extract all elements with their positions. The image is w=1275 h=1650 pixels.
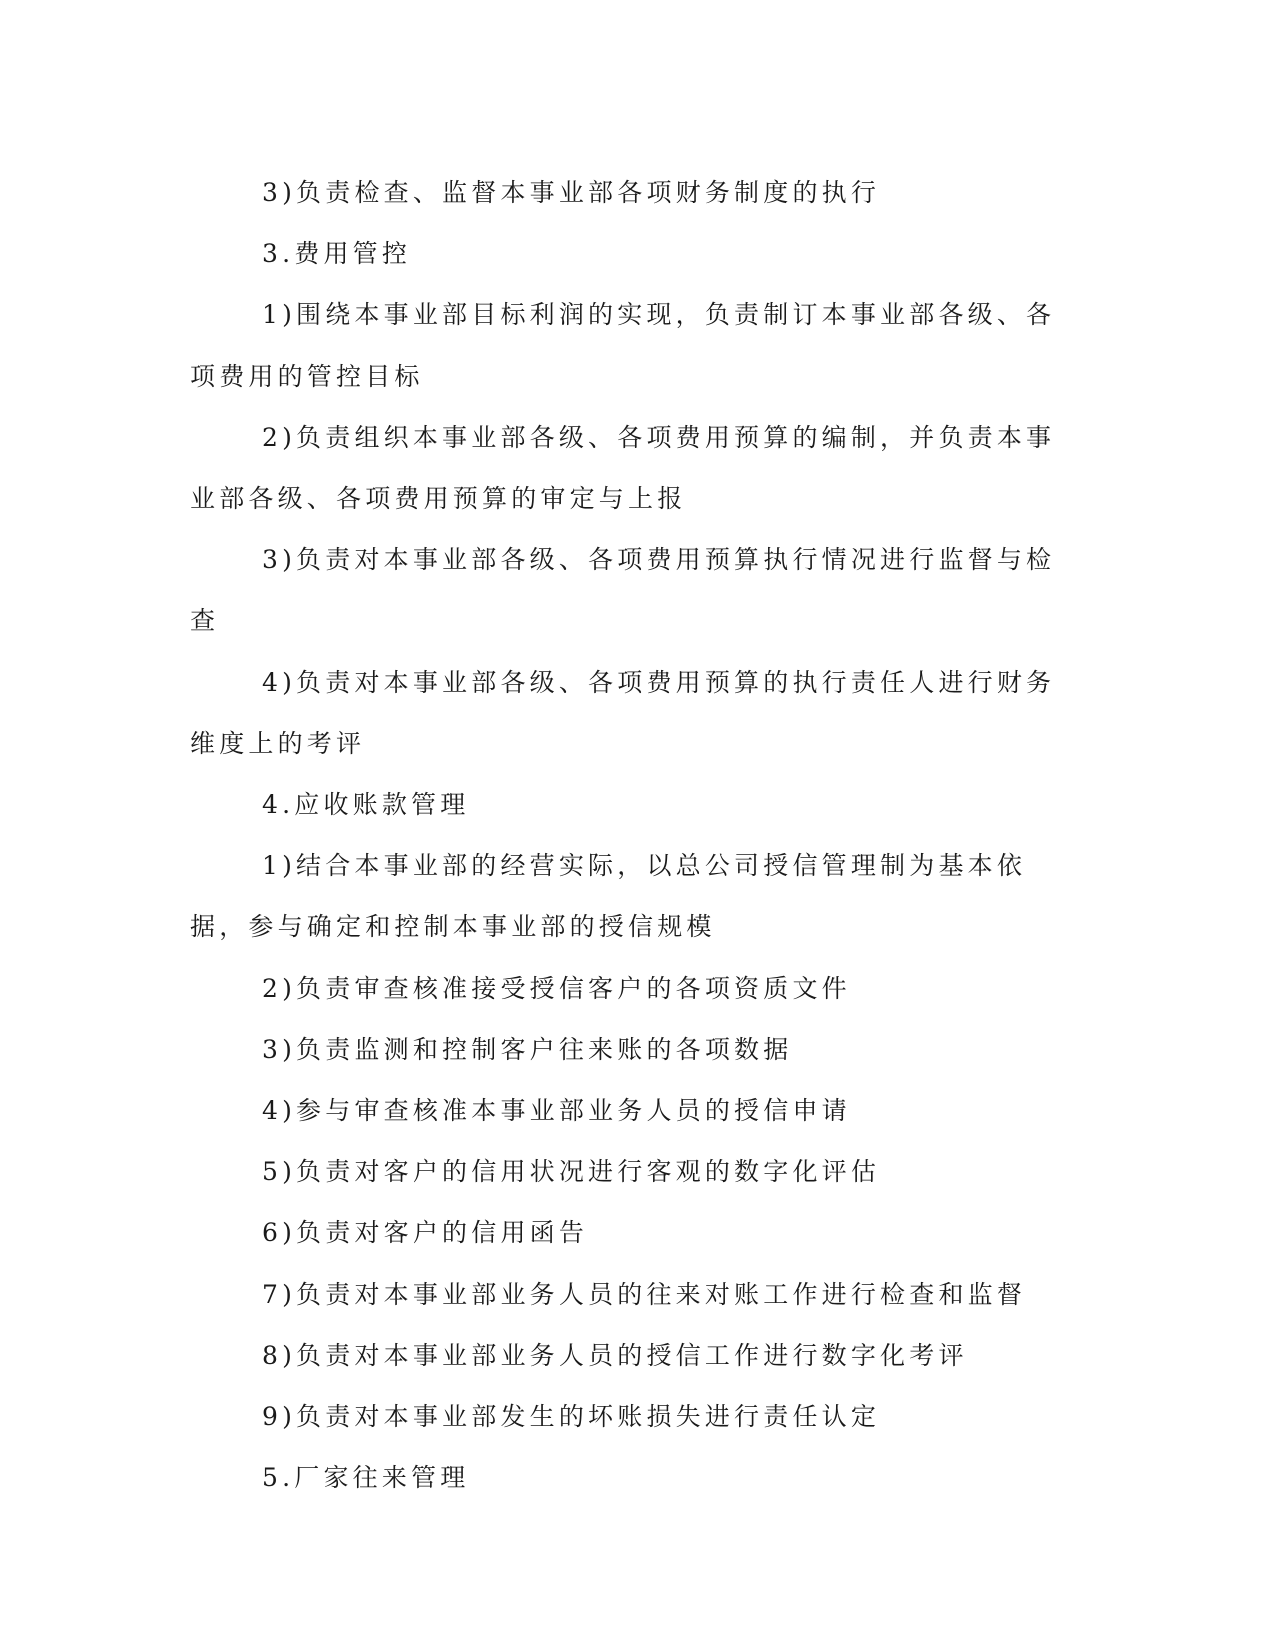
paragraph: 3)负责对本事业部各级、各项费用预算执行情况进行监督与检查 xyxy=(190,545,1056,636)
paragraph: 4)负责对本事业部各级、各项费用预算的执行责任人进行财务维度上的考评 xyxy=(190,667,1056,758)
paragraph: 3)负责检查、监督本事业部各项财务制度的执行 xyxy=(262,178,881,207)
section-heading: 5.厂家往来管理 xyxy=(262,1463,470,1493)
paragraph: 3)负责监测和控制客户往来账的各项数据 xyxy=(262,1034,793,1064)
paragraph: 5)负责对客户的信用状况进行客观的数字化评估 xyxy=(262,1157,881,1187)
paragraph: 7)负责对本事业部业务人员的往来对账工作进行检查和监督 xyxy=(262,1279,1027,1309)
paragraph: 2)负责组织本事业部各级、各项费用预算的编制，并负责本事业部各级、各项费用预算的审定与上报 xyxy=(190,422,1056,514)
paragraph: 8)负责对本事业部业务人员的授信工作进行数字化考评 xyxy=(262,1340,968,1370)
paragraph: 6)负责对客户的信用函告 xyxy=(262,1218,589,1248)
paragraph: 9)负责对本事业部发生的坏账损失进行责任认定 xyxy=(262,1402,881,1432)
section-heading: 3.费用管控 xyxy=(262,239,412,269)
paragraph: 2)负责审查核准接受授信客户的各项资质文件 xyxy=(262,973,851,1003)
paragraph: 4)参与审查核准本事业部业务人员的授信申请 xyxy=(262,1096,851,1126)
document-body xyxy=(190,162,1078,1508)
paragraph: 1)围绕本事业部目标利润的实现，负责制订本事业部各级、各项费用的管控目标 xyxy=(190,300,1056,391)
paragraph: 1)结合本事业部的经营实际，以总公司授信管理制为基本依据，参与确定和控制本事业部的授信规模 xyxy=(190,851,1027,942)
section-heading: 4.应收账款管理 xyxy=(262,790,470,820)
